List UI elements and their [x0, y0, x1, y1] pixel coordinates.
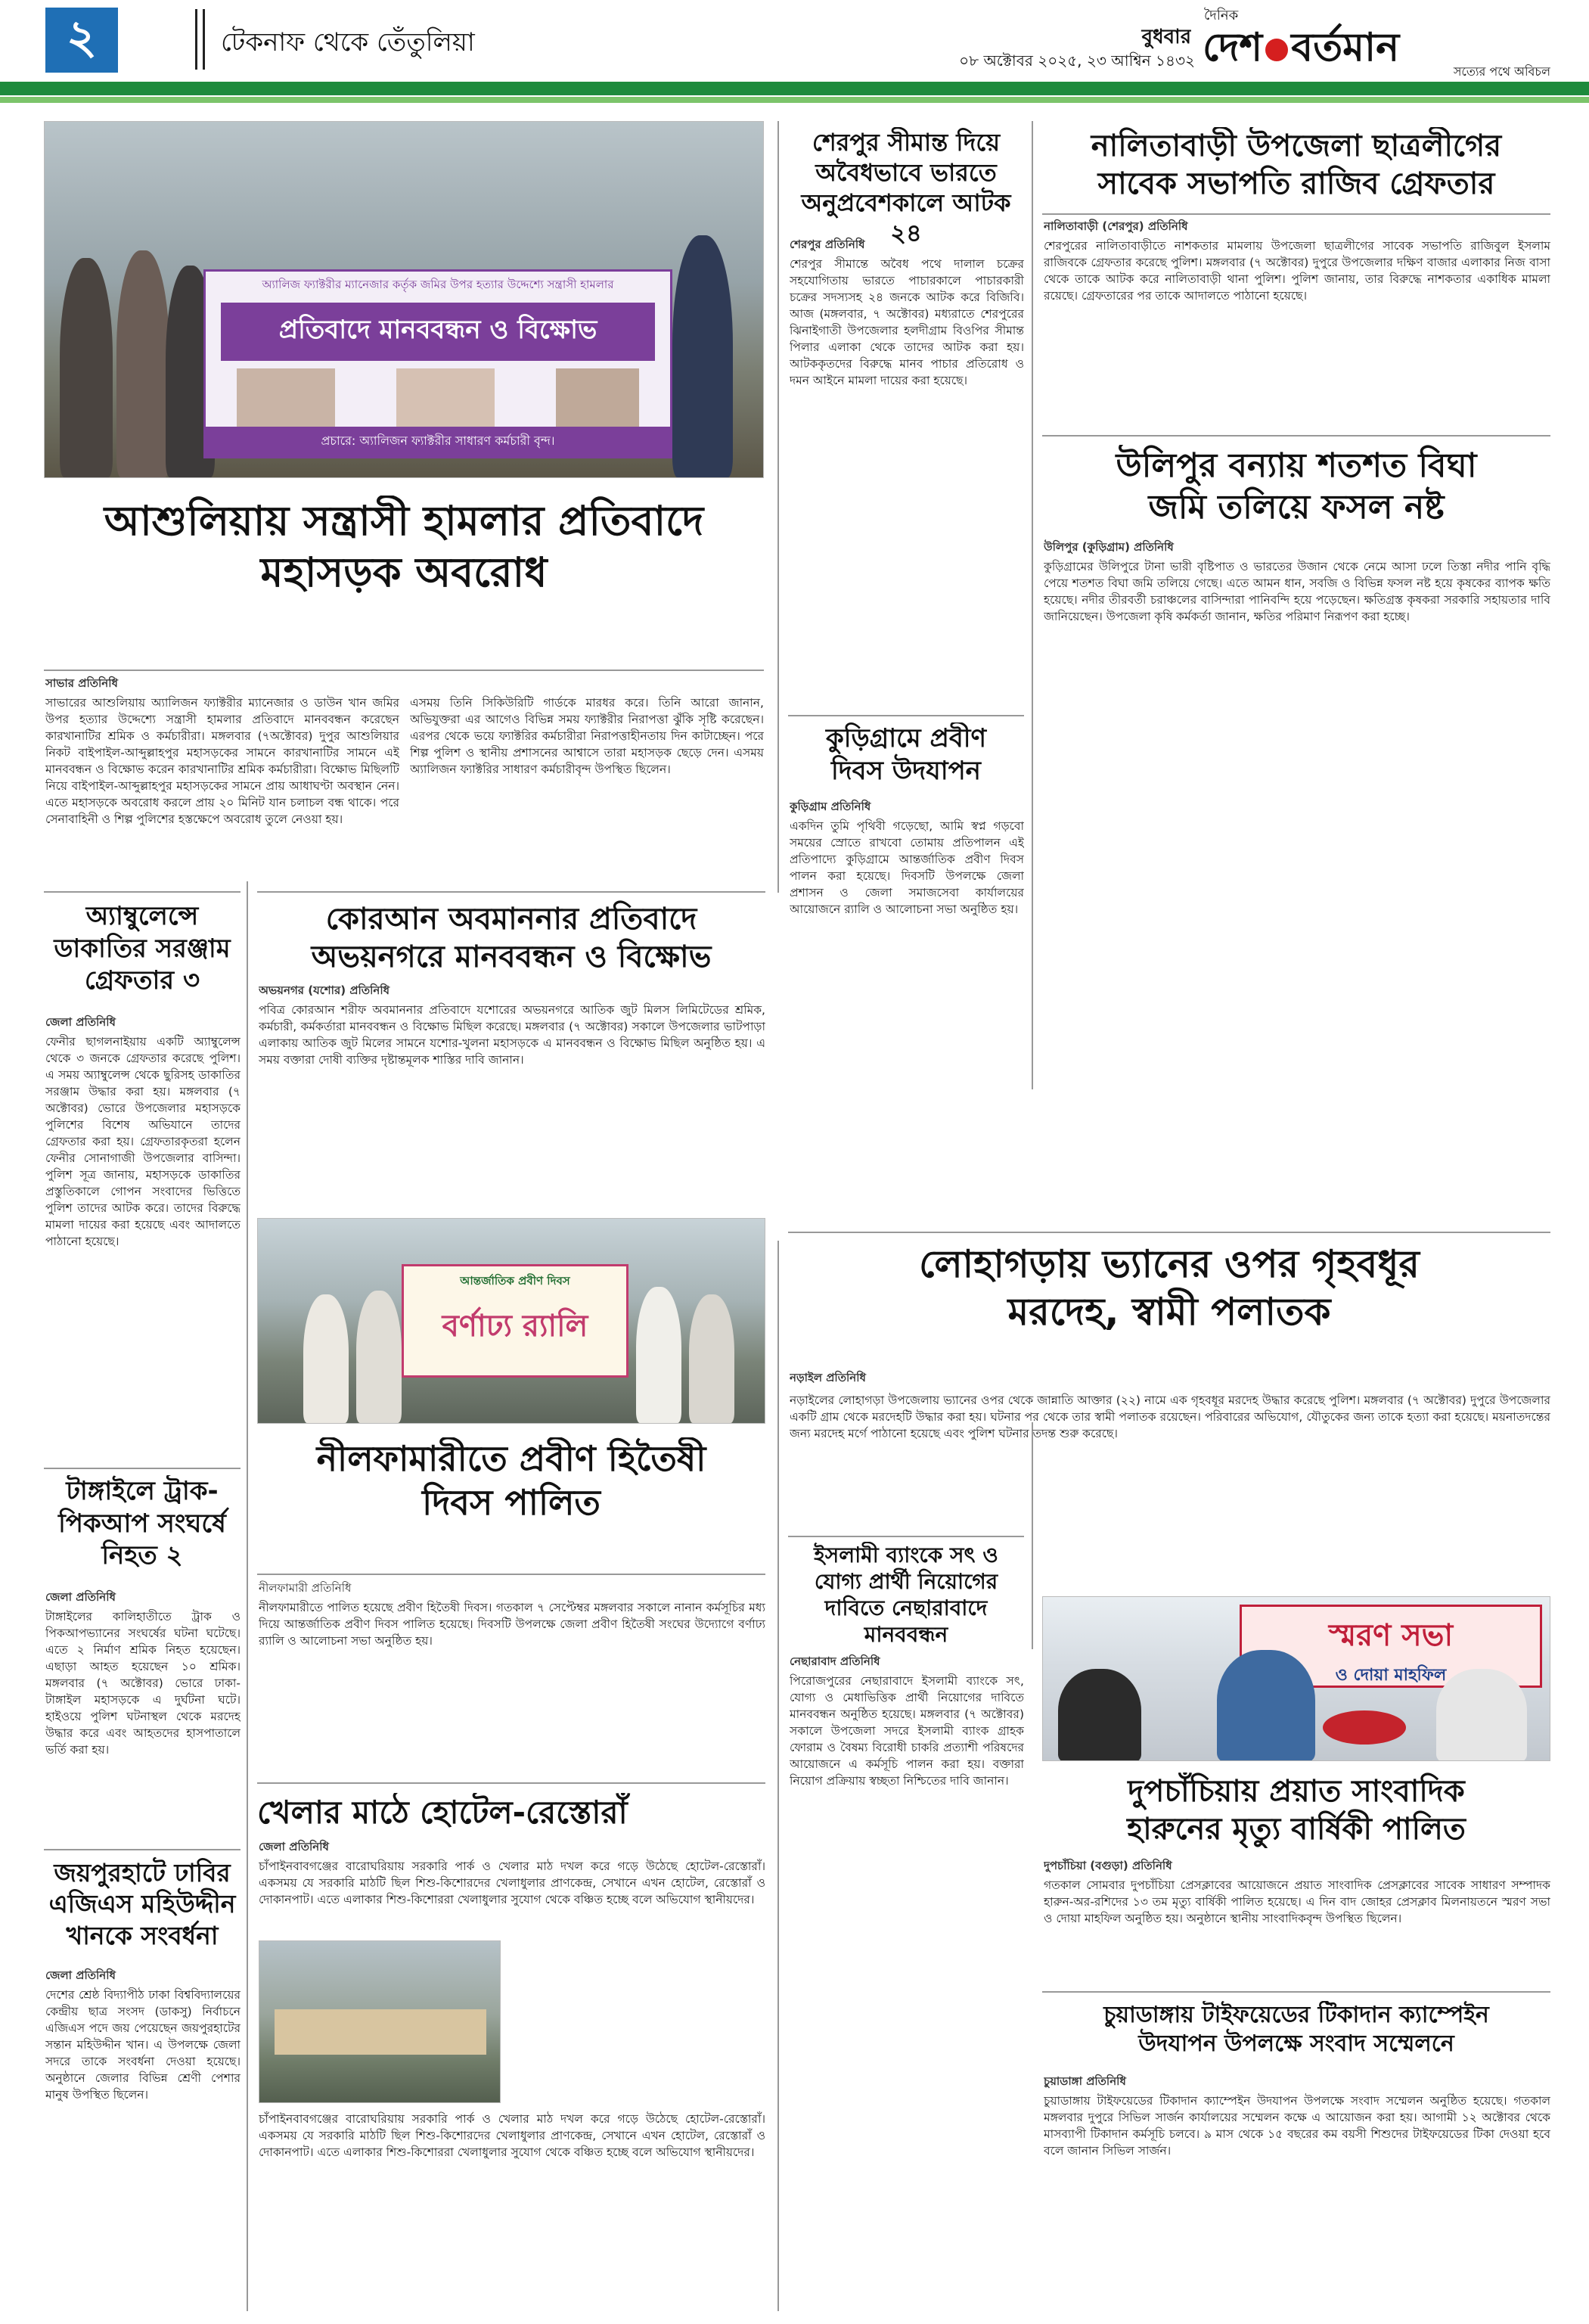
ashulia-headline	[44, 496, 764, 598]
banner-footer: প্রচারে: অ্যালিজন ফ্যাক্টরীর সাধারণ কর্মচারী বৃন্দ।	[206, 427, 670, 456]
nalitabari-headline	[1042, 127, 1550, 203]
section-rule	[257, 1782, 765, 1784]
lohagara-body: নড়াইলের লোহাগড়া উপজেলায় ভ্যানের ওপর থেকে জান্নাতি আক্তার (২২) নামে এক গৃহবধূর মরদেহ উদ্ধার করেছে পুলিশ। মঙ্গলবার (৭ অক্টোবর) দুপুরে উপজেলার একটি গ্রাম থেকে মরদেহটি উদ্ধার করা হয়। ঘটনার পর থেকে তার স্বামী পলাতক রয়েছেন। পরিবারের অভিযোগ, যৌতুকের জন্য তাকে হত্যা করা হয়েছে। ময়নাতদন্তের জন্য মরদেহ মর্গে পাঠানো হয়েছে এবং পুলিশ ঘটনার তদন্ত শুরু করেছে।	[790, 1393, 1550, 1440]
section-rule	[1042, 435, 1550, 437]
ambulance-byline: জেলা প্রতিনিধি	[45, 1015, 116, 1029]
masthead-divider	[203, 9, 205, 70]
dupchanchia-body: গতকাল সোমবার দুপচাঁচিয়া প্রেসক্লাবের আয়োজনে প্রয়াত সাংবাদিক প্রেসক্লাবের সাবেক সাধারণ সম্পাদক হারুন-অর-রশিদের ১৩ তম মৃত্যু বার্ষিকী পালিত হয়েছে। এ দিন বাদ জোহর প্রেসক্লাব মিলনায়তনে স্মরণ সভা ও দোয়া মাহফিল অনুষ্ঠিত হয়। অনুষ্ঠানে স্থানীয় সাংবাদিকবৃন্দ উপস্থিত ছিলেন।	[1044, 1878, 1550, 1925]
logo-dot-icon	[1265, 39, 1288, 61]
lohagara-byline: নড়াইল প্রতিনিধি	[790, 1371, 866, 1384]
khelar-math-byline: জেলা প্রতিনিধি	[259, 1840, 329, 1853]
kurigram-headline	[788, 722, 1024, 787]
headline-line: অ্যাম্বুলেন্সে	[85, 901, 199, 931]
dupchanchia-byline: দুপচাঁচিয়া (বগুড়া) প্রতিনিধি	[1044, 1859, 1172, 1872]
rally-banner	[402, 1264, 628, 1378]
headline-line: খানকে সংবর্ধনা	[66, 1920, 219, 1950]
tangail-headline	[44, 1475, 241, 1572]
byline-rule	[257, 1574, 765, 1575]
kurigram-body: একদিন তুমি পৃথিবী গড়েছো, আমি স্বপ্ন গড়বো সময়ের স্রোতে রাখবো তোমায় প্রতিপালন এই প্রতিপাদ্যে কুড়িগ্রামে আন্তর্জাতিক প্রবীণ দিবস পালন করা হয়েছে। দিবসটি উপলক্ষে জেলা প্রশাসন ও জেলা সমাজসেবা কার্যালয়ের আয়োজনে র‍্যালি ও আলোচনা সভা অনুষ্ঠিত হয়।	[790, 819, 1024, 916]
nalitabari-body: শেরপুরের নালিতাবাড়ীতে নাশকতার মামলায় উপজেলা ছাত্রলীগের সাবেক সভাপতি রাজিবুল ইসলাম রাজিবকে গ্রেফতার করেছে পুলিশ। মঙ্গলবার (৭ অক্টোবর) দুপুরে উপজেলার দক্ষিণ বাজার এলাকার নিজ বাসা থেকে তাকে আটক করে নালিতাবাড়ী থানা পুলিশ। পুলিশ জানায়, তার বিরুদ্ধে নাশকতার একাধিক মামলা রয়েছে। গ্রেফতারের পর তাকে আদালতে পাঠানো হয়েছে।	[1044, 239, 1550, 303]
issue-day: বুধবার	[1141, 26, 1191, 48]
headline-line: দাবিতে নেছারাবাদে	[824, 1595, 988, 1620]
koran-byline: অভয়নগর (যশোর) প্রতিনিধি	[259, 983, 390, 997]
islami-bank-body: পিরোজপুরের নেছারাবাদে ইসলামী ব্যাংকে সৎ, যোগ্য ও মেধাভিত্তিক প্রার্থী নিয়োগের দাবিতে মানববন্ধন অনুষ্ঠিত হয়েছে। মঙ্গলবার (৭ অক্টোবর) সকালে উপজেলা সদরে ইসলামী ব্যাংক গ্রাহক ফোরাম ও বৈষম্য বিরোধী চাকরি প্রত্যাশী পরিষদের আয়োজনে এ কর্মসূচি পালন করা হয়। বক্তারা নিয়োগ প্রক্রিয়ায় স্বচ্ছতা নিশ্চিতের দাবি জানান।	[790, 1674, 1024, 1788]
headline-line: সাবেক সভাপতি রাজিব গ্রেফতার	[1097, 166, 1495, 201]
memorial-banner-title: স্মরণ সভা	[1328, 1618, 1454, 1653]
headline-line: চুয়াডাঙ্গায় টাইফয়েডের টিকাদান ক্যাম্পেইন	[1103, 2002, 1489, 2028]
banner-subtitle: অ্যালিজ ফ্যাক্টরীর ম্যানেজার কর্তৃক জমির উপর হত্যার উদ্দেশ্যে সন্ত্রাসী হামলার	[262, 278, 614, 291]
memorial-banner-subtitle: ও দোয়া মাহফিল	[1335, 1666, 1447, 1685]
masthead-divider	[195, 9, 197, 70]
newspaper-logo	[1203, 17, 1558, 62]
ulipur-body: কুড়িগ্রামের উলিপুরে টানা ভারী বৃষ্টিপাত ও ভারতের উজান থেকে নেমে আসা ঢলে তিস্তা নদীর পানি বৃদ্ধি পেয়ে শতশত বিঘা জমি তলিয়ে গেছে। এতে আমন ধান, সবজি ও বিভিন্ন ফসল নষ্ট হয়ে কৃষকের ব্যাপক ক্ষতি হয়েছে। নদীর তীরবর্তী চরাঞ্চলের বাসিন্দারা পানিবন্দি হয়ে পড়েছেন। ক্ষতিগ্রস্ত কৃষকরা সরকারি সহায়তার দাবি জানিয়েছেন। উপজেলা কৃষি কর্মকর্তা জানান, ক্ষতির পরিমাণ নিরূপণ করা হচ্ছে।	[1044, 560, 1550, 623]
headline-line: অনুপ্রবেশকালে আটক ২৪	[801, 188, 1011, 247]
section-rule	[1042, 1991, 1550, 1993]
page-number-badge	[45, 8, 118, 73]
chuadanga-body: চুয়াডাঙ্গায় টাইফয়েডের টিকাদান ক্যাম্পেইন উদযাপন উপলক্ষে সংবাদ সম্মেলন অনুষ্ঠিত হয়েছে। গতকাল মঙ্গলবার দুপুরে সিভিল সার্জন কার্যালয়ের সম্মেলন কক্ষে এ আয়োজন করা হয়। আগামী ১২ অক্টোবর থেকে মাসব্যাপী টিকাদান কর্মসূচি চলবে। ৯ মাস থেকে ১৫ বছরের কম বয়সী শিশুদের টাইফয়েডের টিকা দেওয়া হবে বলে জানান সিভিল সার্জন।	[1044, 2094, 1550, 2158]
ulipur-byline: উলিপুর (কুড়িগ্রাম) প্রতিনিধি	[1044, 540, 1174, 554]
islami-bank-headline	[788, 1542, 1024, 1648]
section-rule	[788, 1536, 1024, 1537]
column-divider	[247, 881, 248, 2311]
ashulia-byline: সাভার প্রতিনিধি	[45, 676, 118, 690]
section-rule	[257, 891, 765, 893]
byline-rule	[44, 670, 764, 671]
rally-banner-title: বর্ণাঢ্য র‍্যালি	[442, 1309, 588, 1344]
column-divider	[1032, 121, 1033, 1089]
masthead-green-band	[0, 82, 1589, 95]
section-rule	[44, 1468, 241, 1469]
lohagara-headline	[788, 1241, 1550, 1335]
column-divider	[777, 121, 779, 893]
banner-title: প্রতিবাদে মানববন্ধন ও বিক্ষোভ	[221, 303, 655, 361]
headline-line: দিবস পালিত	[422, 1481, 601, 1523]
jaipurhat-body: দেশের শ্রেষ্ঠ বিদ্যাপীঠ ঢাকা বিশ্ববিদ্যালয়ের কেন্দ্রীয় ছাত্র সংসদ (ডাকসু) নির্বাচনে এজিএস পদে জয় পেয়েছেন জয়পুরহাটের সন্তান মহিউদ্দীন খান। এ উপলক্ষে জেলা সদরে তাকে সংবর্ধনা দেওয়া হয়েছে। অনুষ্ঠানে জেলার বিভিন্ন শ্রেণী পেশার মানুষ উপস্থিত ছিলেন।	[45, 1988, 241, 2102]
memorial-meeting-photo	[1042, 1596, 1550, 1761]
masthead-light-band	[0, 97, 1589, 103]
headline-line: উলিপুর বন্যায় শতশত বিঘা	[1116, 446, 1477, 485]
koran-headline	[257, 900, 765, 976]
playground-photo	[259, 1940, 501, 2103]
jaipurhat-byline: জেলা প্রতিনিধি	[45, 1968, 116, 1982]
section-rule	[788, 1232, 1550, 1233]
headline-line: লোহাগড়ায় ভ্যানের ওপর গৃহবধূর	[919, 1242, 1420, 1286]
khelar-math-body-cont: চাঁপাইনবাবগঞ্জের বারোঘরিয়ায় সরকারি পার্ক ও খেলার মাঠ দখল করে গড়ে উঠেছে হোটেল-রেস্তোরাঁ। একসময় যে সরকারি মাঠটি ছিল শিশু-কিশোরদের খেলাধুলার প্রাণকেন্দ্র, সেখানে এখন হোটেল, রেস্তোরাঁ ও দোকানপাট। এতে এলাকার শিশু-কিশোররা খেলাধুলার সুযোগ থেকে বঞ্চিত হচ্ছে বলে অভিযোগ স্থানীয়দের।	[259, 2112, 765, 2159]
page-number: ২	[66, 8, 98, 64]
ulipur-headline	[1042, 445, 1550, 528]
column-divider	[777, 1241, 779, 2311]
section-title: টেকনাফ থেকে তেঁতুলিয়া	[221, 27, 475, 57]
headline-line: দুপচাঁচিয়ায় প্রয়াত সাংবাদিক	[1128, 1774, 1465, 1809]
sherpur-body: শেরপুর সীমান্তে অবৈধ পথে দালাল চক্রের সহযোগিতায় ভারতে পাচারকালে পাচারকারী চক্রের সদস্যসহ ২৪ জনকে আটক করে বিজিবি। আজ (মঙ্গলবার, ৭ অক্টোবর) মধ্যরাতে শেরপুরের ঝিনাইগাতী উপজেলার হলদীগ্রাম বিওপির সীমান্ত পিলার এলাকা থেকে তাদের আটক করা হয়। আটককৃতদের বিরুদ্ধে মানব পাচার প্রতিরোধ ও দমন আইনে মামলা দায়ের করা হয়েছে।	[790, 257, 1024, 387]
sherpur-headline	[788, 127, 1024, 248]
tangail-body: টাঙ্গাইলের কালিহাতীতে ট্রাক ও পিকআপভ্যানের সংঘর্ষের ঘটনা ঘটেছে। এতে ২ নির্মাণ শ্রমিক নিহত হয়েছেন। এছাড়া আহত হয়েছেন ১০ শ্রমিক। মঙ্গলবার (৭ অক্টোবর) ভোরে ঢাকা-টাঙ্গাইল মহাসড়কে এ দুর্ঘটনা ঘটে। হাইওয়ে পুলিশ ঘটনাস্থল থেকে মরদেহ উদ্ধার করে এবং আহতদের হাসপাতালে ভর্তি করা হয়।	[45, 1610, 241, 1757]
headline-line: মানববন্ধন	[864, 1622, 948, 1647]
headline-line: নীলফামারীতে প্রবীণ হিতৈষী	[316, 1438, 706, 1479]
nilphamari-headline	[257, 1437, 765, 1524]
headline-line: দিবস উদযাপন	[831, 755, 981, 786]
headline-line: জমি তলিয়ে ফসল নষ্ট	[1148, 488, 1445, 527]
headline-line: জয়পুরহাটে ঢাবির	[54, 1858, 231, 1887]
logo-word-right: বর্তমান	[1291, 25, 1400, 62]
sherpur-byline: শেরপুর প্রতিনিধি	[790, 238, 865, 251]
koran-body: পবিত্র কোরআন শরীফ অবমাননার প্রতিবাদে যশোরের অভয়নগরে আতিক জুট মিলস লিমিটেডের শ্রমিক, কর্মচারী, কর্মকর্তারা মানববন্ধন ও বিক্ষোভ মিছিল করেছে। মঙ্গলবার (৭ অক্টোবর) সকালে উপজেলার ভাটপাড়া এলাকায় আতিক জুট মিলের সামনে যশোর-খুলনা মহাসড়কে এ মানববন্ধন ও বিক্ষোভ মিছিল অনুষ্ঠিত হয়। এ সময় বক্তারা দোষী ব্যক্তির দৃষ্টান্তমূলক শাস্তির দাবি জানান।	[259, 1003, 765, 1067]
jaipurhat-headline	[44, 1857, 241, 1951]
logo-prefix: দৈনিক	[1204, 8, 1239, 23]
elderly-day-rally-photo	[257, 1218, 765, 1424]
flower-bouquet-shape	[1323, 1710, 1406, 1745]
section-rule	[44, 891, 241, 893]
chuadanga-byline: চুয়াডাঙ্গা প্রতিনিধি	[1044, 2074, 1126, 2088]
headline-line: যোগ্য প্রার্থী নিয়োগের	[814, 1569, 998, 1594]
protest-banner	[203, 269, 672, 458]
headline-line: কোরআন অবমাননার প্রতিবাদে	[325, 902, 697, 937]
chuadanga-headline	[1042, 2001, 1550, 2058]
headline-line: মরদেহ, স্বামী পলাতক	[1007, 1289, 1331, 1334]
kurigram-byline: কুড়িগ্রাম প্রতিনিধি	[790, 800, 871, 813]
headline-line: মহাসড়ক অবরোধ	[260, 548, 548, 596]
tangail-byline: জেলা প্রতিনিধি	[45, 1590, 116, 1604]
headline-line: নিহত ২	[101, 1540, 183, 1571]
nilphamari-body: নীলফামারীতে পালিত হয়েছে প্রবীণ হিতৈষী দিবস। গতকাল ৭ সেপ্টেম্বর মঙ্গলবার সকালে নানান কর্মসূচির মধ্য দিয়ে আন্তর্জাতিক প্রবীণ দিবস পালিত হয়েছে। দিবসটি উপলক্ষে জেলা প্রবীণ হিতৈষী সংঘের উদ্যোগে বর্ণাঢ্য র‍্যালি ও আলোচনা সভা অনুষ্ঠিত হয়।	[259, 1601, 765, 1648]
issue-date: ০৮ অক্টোবর ২০২৫, ২৩ আশ্বিন ১৪৩২	[959, 51, 1195, 70]
ashulia-protest-photo	[44, 121, 764, 478]
dupchanchia-headline	[1042, 1773, 1550, 1848]
islami-bank-byline: নেছারাবাদ প্রতিনিধি	[790, 1654, 880, 1668]
logo-tagline: সত্যের পথে অবিচল	[1453, 64, 1550, 79]
headline-line: নালিতাবাড়ী উপজেলা ছাত্রলীগের	[1091, 129, 1502, 163]
stalls-shape	[275, 2009, 486, 2055]
section-rule	[44, 1849, 241, 1850]
headline-line: পিকআপ সংঘর্ষে	[58, 1508, 226, 1539]
headline-line: গ্রেফতার ৩	[84, 965, 200, 996]
byline-rule	[1042, 213, 1550, 215]
headline-line: হারুনের মৃত্যু বার্ষিকী পালিত	[1127, 1812, 1466, 1847]
logo-word-left: দেশ	[1203, 25, 1263, 62]
rally-banner-subtitle: আন্তর্জাতিক প্রবীণ দিবস	[460, 1274, 570, 1288]
section-rule	[788, 715, 1024, 716]
khelar-math-body: চাঁপাইনবাবগঞ্জের বারোঘরিয়ায় সরকারি পার্ক ও খেলার মাঠ দখল করে গড়ে উঠেছে হোটেল-রেস্তোরাঁ। একসময় যে সরকারি মাঠটি ছিল শিশু-কিশোরদের খেলাধুলার প্রাণকেন্দ্র, সেখানে এখন হোটেল, রেস্তোরাঁ ও দোকানপাট। এতে এলাকার শিশু-কিশোররা খেলাধুলার সুযোগ থেকে বঞ্চিত হচ্ছে বলে অভিযোগ স্থানীয়দের।	[259, 1860, 765, 1906]
ashulia-body-col2: এসময় তিনি সিকিউরিটি গার্ডকে মারধর করে। তিনি আরো জানান, অভিযুক্তরা এর আগেও বিভিন্ন সময় ফ্যাক্টরীর নিরাপত্তা ঝুঁকি সৃষ্টি করেছেন। এরপর থেকে ভয়ে ফ্যাক্টরির কর্মচারীরা নিরাপত্তাহীনতায় দিন কাটাচ্ছেন। পরে শিল্প পুলিশ ও স্থানীয় প্রশাসনের আশ্বাসে তারা মহাসড়ক ছেড়ে দেন। এসময় অ্যালিজন ফ্যাক্টরির সাধারণ কর্মচারীবৃন্দ উপস্থিত ছিলেন।	[410, 696, 764, 776]
headline-line: এজিএস মহিউদ্দীন	[48, 1889, 236, 1919]
headline-line: ইসলামী ব্যাংকে সৎ ও	[814, 1543, 998, 1567]
headline-line: আশুলিয়ায় সন্ত্রাসী হামলার প্রতিবাদে	[104, 497, 704, 545]
headline-line: কুড়িগ্রামে প্রবীণ	[825, 723, 987, 753]
nilphamari-byline: নীলফামারী প্রতিনিধি	[259, 1581, 352, 1595]
headline-line: উদযাপন উপলক্ষে সংবাদ সম্মেলনে	[1138, 2030, 1454, 2057]
ambulance-body: ফেনীর ছাগলনাইয়ায় একটি অ্যাম্বুলেন্স থেকে ৩ জনকে গ্রেফতার করেছে পুলিশ। এ সময় অ্যাম্বুলেন্স থেকে ছুরিসহ ডাকাতির সরঞ্জাম উদ্ধার করা হয়। মঙ্গলবার (৭ অক্টোবর) ভোরে উপজেলার মহাসড়কে পুলিশের বিশেষ অভিযানে তাদের গ্রেফতার করা হয়। গ্রেফতারকৃতরা হলেন ফেনীর সোনাগাজী উপজেলার বাসিন্দা। পুলিশ সূত্র জানায়, মহাসড়কে ডাকাতির প্রস্তুতিকালে গোপন সংবাদের ভিত্তিতে পুলিশ তাদের আটক করে। তাদের বিরুদ্ধে মামলা দায়ের করা হয়েছে এবং আদালতে পাঠানো হয়েছে।	[45, 1035, 241, 1248]
headline-line: শেরপুর সীমান্ত দিয়ে	[812, 128, 1001, 157]
headline-line: ডাকাতির সরঞ্জাম	[54, 933, 231, 964]
ashulia-body-col1: সাভারের আশুলিয়ায় অ্যালিজন ফ্যাক্টরীর ম্যানেজার ও ডাউন খান জমির উপর হত্যার উদ্দেশ্যে সন্ত্রাসী হামলার প্রতিবাদে মানববন্ধন করেছেন কারখানাটির শ্রমিক ও কর্মচারীরা। মঙ্গলবার (৭অক্টোবর) দুপুর আশুলিয়ার নিকট বাইপাইল-আব্দুল্লাহপুর মহাসড়কের সামনে কারখানাটির সামনে এই মানববন্ধন ও বিক্ষোভ করেন কারখানাটির শ্রমিক কর্মচারীরা। বিক্ষোভ মিছিলটি নিয়ে বাইপাইল-আব্দুল্লাহপুর মহাসড়কের সামনে প্রায় আধাঘণ্টা অবস্থান নেন। এতে মহাসড়কে অবরোধ করলে প্রায় ২০ মিনিট যান চলাচল বন্ধ থাকে। পরে সেনাবাহিনী ও শিল্প পুলিশের হস্তক্ষেপে অবরোধ তুলে নেওয়া হয়।	[45, 696, 399, 826]
headline-line: অভয়নগরে মানববন্ধন ও বিক্ষোভ	[311, 940, 712, 974]
khelar-math-headline: খেলার মাঠে হোটেল-রেস্তোরাঁ	[257, 1794, 628, 1831]
headline-line: টাঙ্গাইলে ট্রাক-	[66, 1476, 219, 1506]
nalitabari-byline: নালিতাবাড়ী (শেরপুর) প্রতিনিধি	[1044, 219, 1188, 233]
ambulance-headline	[44, 900, 241, 997]
headline-line: অবৈধভাবে ভারতে	[815, 158, 997, 187]
